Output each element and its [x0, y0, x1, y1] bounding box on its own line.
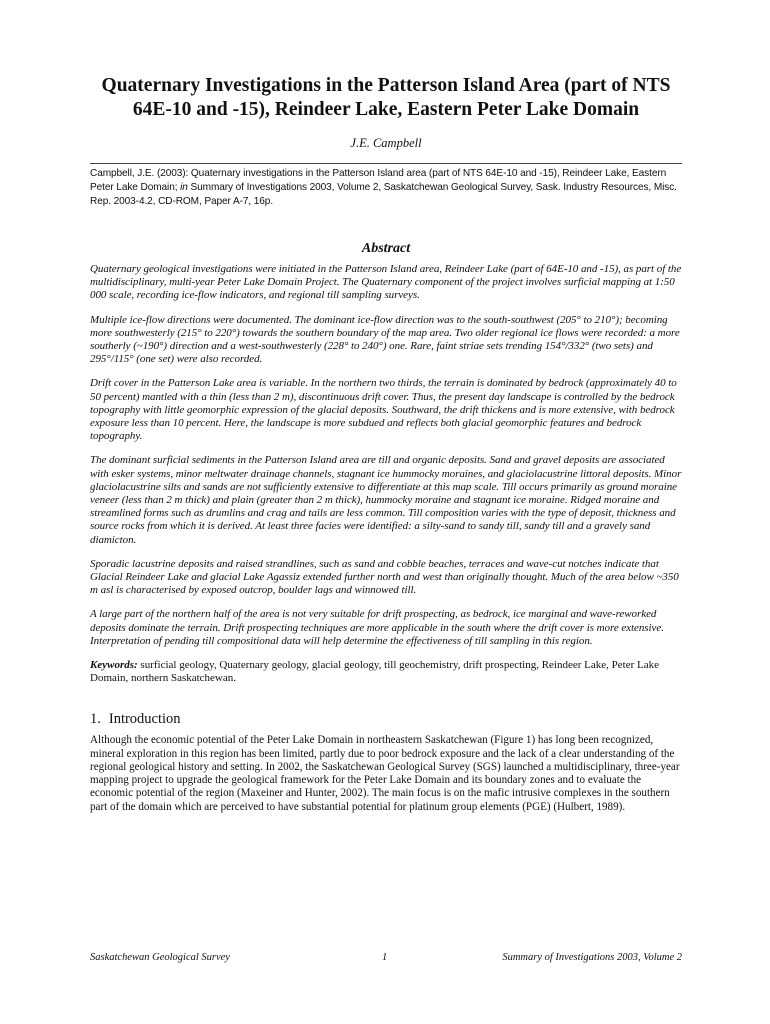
abstract-paragraph-1: Quaternary geological investigations were initiated in the Patterson Island area, Reindeer Lake (part of 64E-10 and -15), as part of the multidisciplinary, multi-year Peter Lake Domain Project. The Quaternary component of the project involves surficial mapping at 1:50 000 scale, recording ice-flow indicators, and regional till sampling surveys.: [90, 263, 682, 302]
page-number: 1: [382, 952, 388, 963]
introduction-paragraph: Although the economic potential of the Peter Lake Domain in northeastern Saskatchewan (Figure 1) has long been recognized, mineral exploration in this region has been limited, partly due to poor bedrock exposure and the lack of a clear understanding of the regional geological history and setting. In 2002, the Saskatchewan Geological Survey (SGS) launched a multidisciplinary, three-year mapping project to upgrade the geological framework for the Peter Lake Domain and its boundary zones and to evaluate the economic potential of the region (Maxeiner and Hunter, 2002). The main focus is on the mafic intrusive complexes in the southern part of the domain which are perceived to have substantial potential for platinum group elements (PGE) (Hulbert, 1989).: [90, 734, 680, 813]
citation-source: Summary of Investigations 2003, Volume 2, Saskatchewan Geological Survey, Sask. Industry Resources, Misc. Rep. 2003-4.2, CD-ROM, Paper A-7, 16p.: [90, 182, 677, 207]
introduction-heading: [90, 711, 682, 728]
keywords-label: Keywords:: [90, 659, 138, 672]
footer-series: Summary of Investigations 2003, Volume 2: [502, 952, 682, 963]
abstract-paragraph-3: Drift cover in the Patterson Lake area is variable. In the northern two thirds, the terrain is dominated by bedrock (approximately 40 to 50 percent) mantled with a thin (less than 2 m), discontinuous drift cover. Thus, the present day landscape is controlled by the bedrock topography with little geomorphic expression of the glacial deposits. Southward, the drift thickens and is more extensive, with bedrock exposure less than 10 percent. Here, the landscape is more subdued and reflects both glacial geomorphic features and bedrock topography.: [90, 377, 677, 443]
section-title: Introduction: [108, 711, 181, 728]
citation: [90, 167, 682, 209]
abstract-heading: Abstract: [361, 241, 411, 256]
author: J.E. Campbell: [350, 136, 422, 150]
abstract-paragraph-5: Sporadic lacustrine deposits and raised strandlines, such as sand and cobble beaches, terraces and wave-cut notches indicate that Glacial Reindeer Lake and glacial Lake Agassiz extended further north and west than originally thought. Much of the area below ~350 m asl is characterised by exposed outcrop, boulder lags and winnowed till.: [90, 557, 679, 597]
footer-publisher: Saskatchewan Geological Survey: [90, 952, 230, 963]
abstract-paragraph-6: A large part of the northern half of the area is not very suitable for drift prospecting, as bedrock, ice marginal and wave-reworked deposits dominate the terrain. Drift prospecting techniques are more applicable in the south where the drift cover is more extensive. Interpretation of pending till compositional data will help determine the effectiveness of till sampling in this region.: [90, 608, 664, 647]
keywords-list: surficial geology, Quaternary geology, glacial geology, till geochemistry, drift prospecting, Reindeer Lake, Peter Lake Domain, northern Saskatchewan.: [90, 659, 659, 685]
citation-in: in: [180, 182, 188, 193]
page-content: [90, 74, 682, 814]
section-number: 1.: [90, 711, 101, 728]
citation-main: Campbell, J.E. (2003): Quaternary investigations in the Patterson Island area (part of NTS 64E-10 and -15), Reindeer Lake, Eastern Peter Lake Domain;: [90, 168, 667, 193]
paper-title: Quaternary Investigations in the Patterson Island Area (part of NTS 64E-10 and -15), Reindeer Lake, Eastern Peter Lake Domain: [101, 75, 671, 120]
keywords: [90, 659, 682, 685]
header-rule: [90, 163, 682, 164]
abstract-paragraph-2: Multiple ice-flow directions were documented. The dominant ice-flow direction was to the south-southwest (205° to 210°); becoming more southwesterly (215° to 220°) towards the southern boundary of the map area. Two older regional ice flows were recorded: a more southerly (~190°) direction and a west-southwesterly (228° to 240°) one. Rare, faint striae sets trending 154°/332° (two sets) and 295°/115° (one set) were also recorded.: [90, 313, 680, 366]
abstract-paragraph-4: The dominant surficial sediments in the Patterson Island area are till and organic deposits. Sand and gravel deposits are associated with esker systems, minor meltwater drainage channels, stagnant ice hummocky moraines, and glaciolacustrine littoral deposits. Minor glaciolacustrine silts and sands are not sufficiently extensive to differentiate at this map scale. Till occurs primarily as ground moraine veneer (less than 2 m thick) and plain (greater than 2 m thick), hummocky moraine and stagnant ice moraine. Ridged moraine and streamlined forms such as drumlins and crag and tails are less common. Till composition varies with the type of deposit, thickness and source rocks from which it is derived. At least three facies were identified: a silty-sand to sandy till, sandy till and a gravely sand diamicton.: [90, 454, 682, 546]
